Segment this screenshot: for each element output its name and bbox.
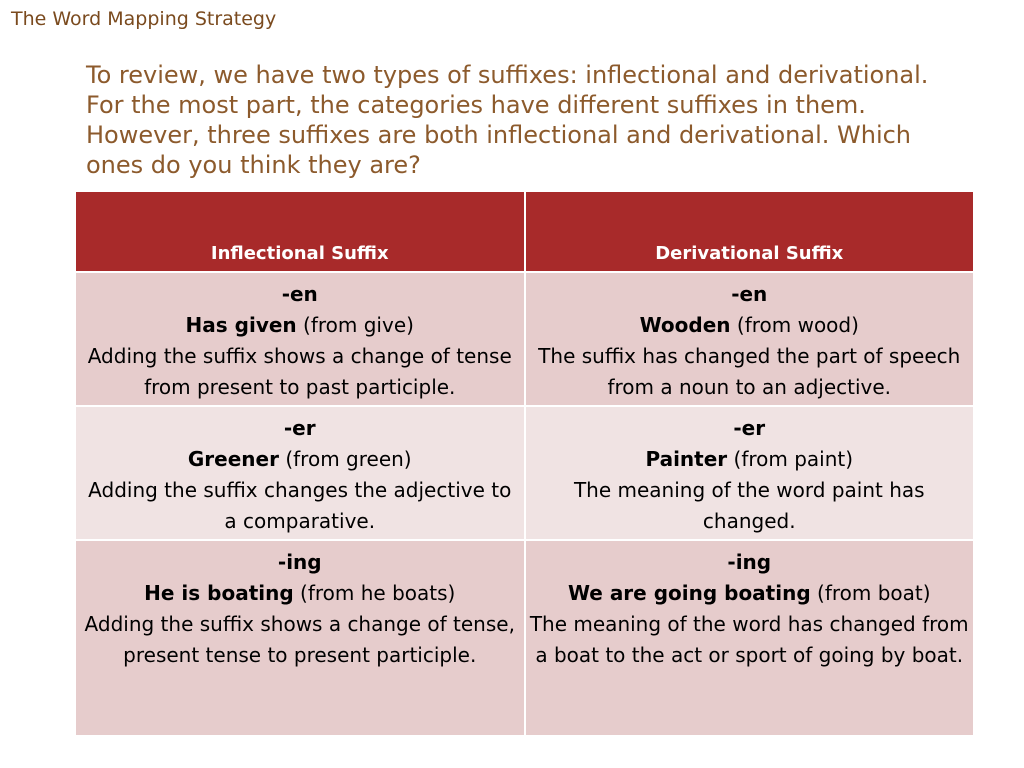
table-header-row — [76, 192, 973, 272]
example-word: Painter — [645, 447, 728, 471]
explanation-text: The suffix has changed the part of speech from a noun to an adjective. — [538, 344, 961, 399]
example-line — [530, 444, 970, 475]
example-source: (from he boats) — [293, 581, 456, 605]
example-line — [80, 310, 520, 341]
example-word: He is boating — [144, 581, 294, 605]
table-row — [76, 540, 973, 735]
suffix-comparison-table — [76, 192, 973, 735]
inflectional-cell — [76, 540, 525, 735]
example-source: (from give) — [296, 313, 414, 337]
intro-paragraph: To review, we have two types of suffixes: inflectional and derivational. For the most part, the categories have different suffixes in them. However, three suffixes are both inflectional and derivational. Which ones do you think they are? — [86, 61, 929, 179]
explanation-text: Adding the suffix shows a change of tense from present to past participle. — [87, 344, 512, 399]
derivational-cell — [525, 272, 974, 406]
derivational-cell — [525, 540, 974, 735]
example-source: (from wood) — [730, 313, 859, 337]
table-row — [76, 406, 973, 540]
derivational-cell — [525, 406, 974, 540]
slide-header-title: The Word Mapping Strategy — [11, 8, 277, 30]
suffix-label: -ing — [277, 550, 322, 574]
example-word: Greener — [187, 447, 279, 471]
example-word: We are going boating — [567, 581, 811, 605]
example-line — [530, 578, 970, 609]
explanation-text: Adding the suffix changes the adjective to a comparative. — [88, 478, 512, 533]
explanation-text: The meaning of the word paint has changed. — [573, 478, 925, 533]
suffix-label: -ing — [727, 550, 772, 574]
explanation-text: Adding the suffix shows a change of tense, present tense to present participle. — [84, 612, 515, 667]
header-inflectional-suffix: Inflectional Suffix — [76, 192, 525, 272]
example-source: (from boat) — [810, 581, 931, 605]
example-word: Wooden — [639, 313, 731, 337]
suffix-label: -en — [281, 282, 318, 306]
example-line — [530, 310, 970, 341]
example-source: (from paint) — [727, 447, 854, 471]
example-source: (from green) — [278, 447, 412, 471]
example-line — [80, 444, 520, 475]
table-row — [76, 272, 973, 406]
example-word: Has given — [185, 313, 297, 337]
header-derivational-suffix: Derivational Suffix — [525, 192, 974, 272]
explanation-text: The meaning of the word has changed from a boat to the act or sport of going by boat. — [529, 612, 969, 667]
suffix-label: -er — [283, 416, 316, 440]
suffix-label: -en — [731, 282, 768, 306]
inflectional-cell — [76, 406, 525, 540]
suffix-label: -er — [733, 416, 766, 440]
inflectional-cell — [76, 272, 525, 406]
example-line — [80, 578, 520, 609]
